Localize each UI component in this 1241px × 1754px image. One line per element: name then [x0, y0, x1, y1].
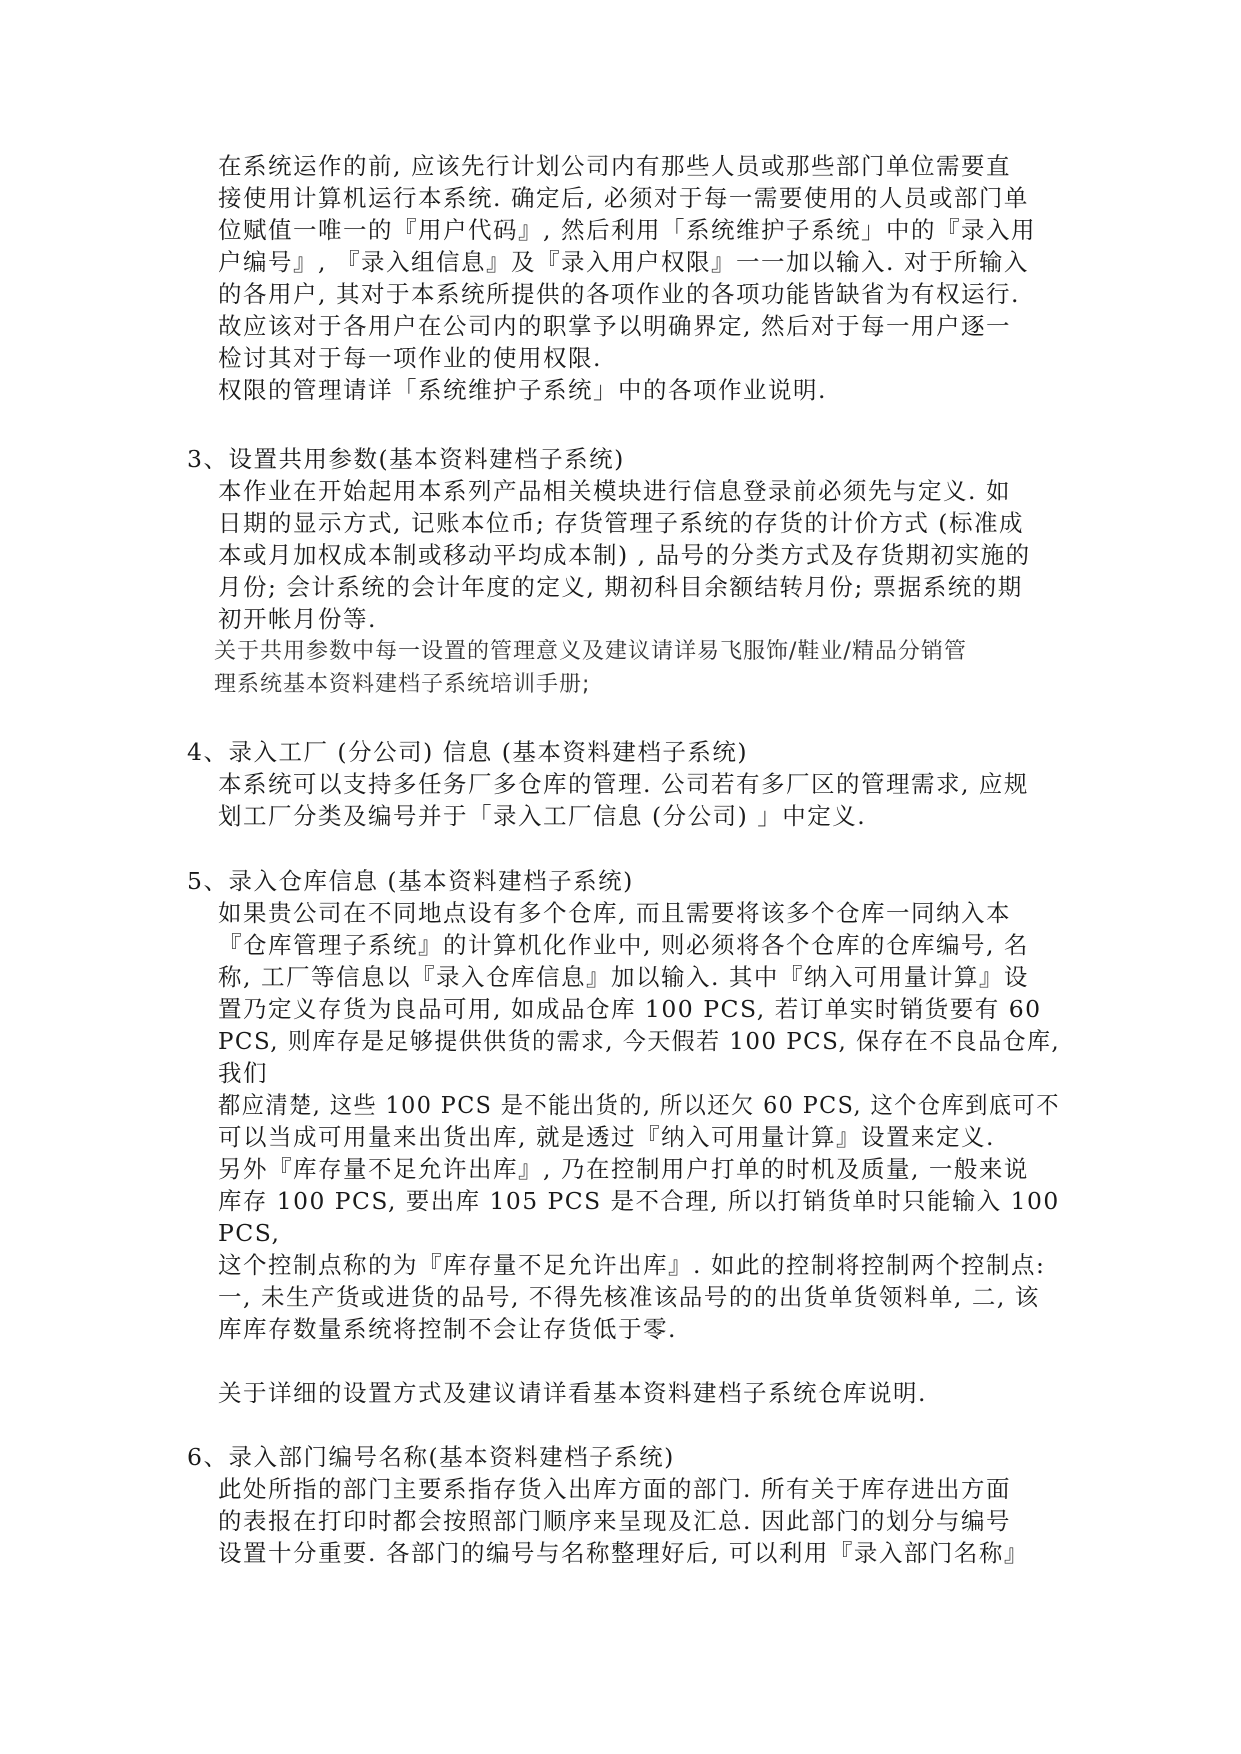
- section-3-line: 月份; 会计系统的会计年度的定义, 期初科目余额结转月份; 票据系统的期: [218, 573, 1023, 601]
- section-5-line: 可以当成可用量来出货出库, 就是透过『纳入可用量计算』设置来定义.: [218, 1123, 995, 1151]
- section-6-heading: 6、录入部门编号名称(基本资料建档子系统): [187, 1443, 675, 1471]
- section-6-line: 设置十分重要. 各部门的编号与名称整理好后, 可以利用『录入部门名称』: [218, 1539, 1029, 1567]
- section-5-line: 如果贵公司在不同地点设有多个仓库, 而且需要将该多个仓库一同纳入本: [218, 899, 1011, 927]
- section-6-line: 的表报在打印时都会按照部门顺序来呈现及汇总. 因此部门的划分与编号: [218, 1507, 1011, 1535]
- intro-line: 权限的管理请详「系统维护子系统」中的各项作业说明.: [218, 376, 827, 404]
- section-5-note: 关于详细的设置方式及建议请详看基本资料建档子系统仓库说明.: [218, 1379, 927, 1407]
- intro-line: 在系统运作的前, 应该先行计划公司内有那些人员或那些部门单位需要直: [218, 152, 1011, 180]
- intro-line: 接使用计算机运行本系统. 确定后, 必须对于每一需要使用的人员或部门单: [218, 184, 1029, 212]
- section-5-line: 一, 未生产货或进货的品号, 不得先核准该品号的的出货单货领料单, 二, 该: [218, 1283, 1040, 1311]
- section-5-line: 这个控制点称的为『库存量不足允许出库』. 如此的控制将控制两个控制点:: [218, 1251, 1046, 1279]
- intro-line: 位赋值一唯一的『用户代码』, 然后利用「系统维护子系统」中的『录入用: [218, 216, 1036, 244]
- intro-line: 故应该对于各用户在公司内的职掌予以明确界定, 然后对于每一用户逐一: [218, 312, 1011, 340]
- section-5-line: 称, 工厂等信息以『录入仓库信息』加以输入. 其中『纳入可用量计算』设: [218, 963, 1029, 991]
- section-5-line: PCS,: [218, 1219, 281, 1247]
- section-3-note: 关于共用参数中每一设置的管理意义及建议请详易飞服饰/鞋业/精品分销管: [214, 639, 967, 664]
- section-3-line: 本作业在开始起用本系列产品相关模块进行信息登录前必须先与定义. 如: [218, 477, 1011, 505]
- section-3-line: 日期的显示方式, 记账本位币; 存货管理子系统的存货的计价方式 (标准成: [218, 509, 1024, 537]
- section-4-line: 划工厂分类及编号并于「录入工厂信息 (分公司) 」中定义.: [218, 802, 867, 830]
- section-5-line: 我们: [218, 1059, 268, 1087]
- section-4-heading: 4、录入工厂 (分公司) 信息 (基本资料建档子系统): [187, 738, 749, 766]
- intro-line: 户编号』, 『录入组信息』及『录入用户权限』一一加以输入. 对于所输入: [218, 248, 1029, 276]
- section-5-heading: 5、录入仓库信息 (基本资料建档子系统): [187, 867, 634, 895]
- section-5-line: 置乃定义存货为良品可用, 如成品仓库 100 PCS, 若订单实时销货要有 60: [218, 995, 1042, 1023]
- section-6-line: 此处所指的部门主要系指存货入出库方面的部门. 所有关于库存进出方面: [218, 1475, 1011, 1503]
- section-5-line: 库库存数量系统将控制不会让存货低于零.: [218, 1315, 677, 1343]
- section-5-line: 另外『库存量不足允许出库』, 乃在控制用户打单的时机及质量, 一般来说: [218, 1155, 1029, 1183]
- intro-line: 的各用户, 其对于本系统所提供的各项作业的各项功能皆缺省为有权运行.: [218, 280, 1020, 308]
- section-3-heading: 3、设置共用参数(基本资料建档子系统): [187, 445, 625, 473]
- intro-line: 检讨其对于每一项作业的使用权限.: [218, 344, 602, 372]
- section-5-line: 『仓库管理子系统』的计算机化作业中, 则必须将各个仓库的仓库编号, 名: [218, 931, 1029, 959]
- section-3-line: 初开帐月份等.: [218, 605, 377, 633]
- section-5-line: 库存 100 PCS, 要出库 105 PCS 是不合理, 所以打销货单时只能输入 100: [218, 1187, 1060, 1215]
- section-3-note: 理系统基本资料建档子系统培训手册;: [214, 672, 591, 697]
- section-5-line: 都应清楚, 这些 100 PCS 是不能出货的, 所以还欠 60 PCS, 这个仓库到底可不: [218, 1091, 1060, 1119]
- section-3-line: 本或月加权成本制或移动平均成本制) , 品号的分类方式及存货期初实施的: [218, 541, 1031, 569]
- section-5-line: PCS, 则库存是足够提供供货的需求, 今天假若 100 PCS, 保存在不良品仓库,: [218, 1027, 1061, 1055]
- section-4-line: 本系统可以支持多任务厂多仓库的管理. 公司若有多厂区的管理需求, 应规: [218, 770, 1029, 798]
